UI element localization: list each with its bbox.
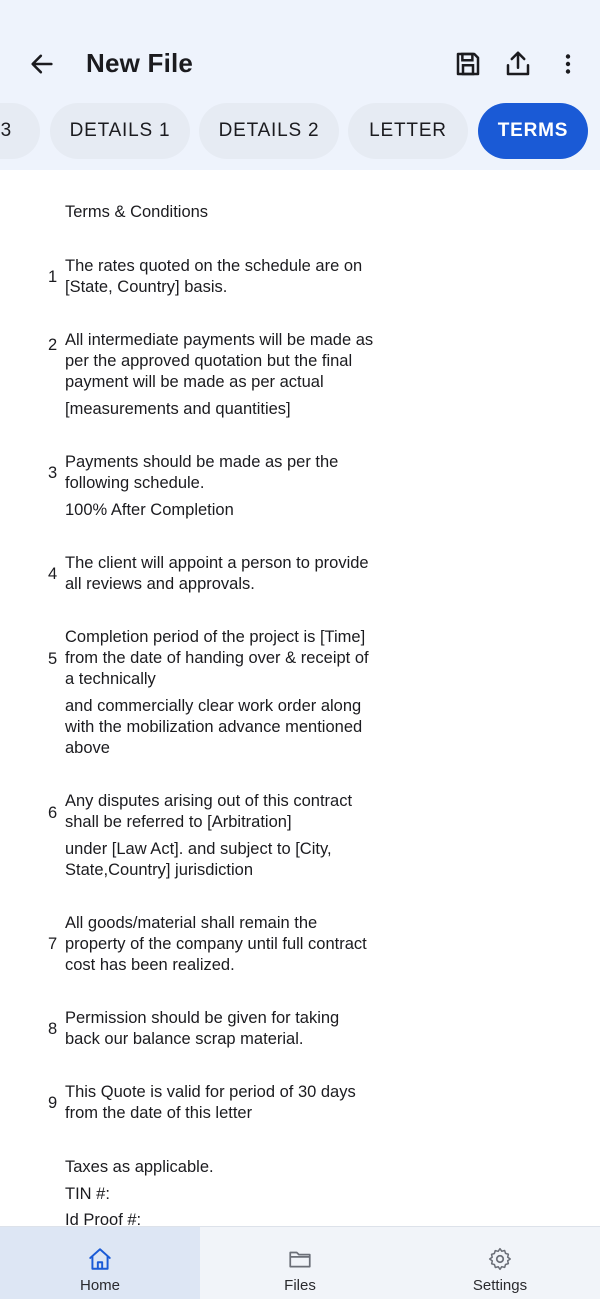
back-button[interactable] — [22, 44, 62, 84]
term-number: 3 — [48, 464, 58, 482]
nav-files[interactable] — [200, 1227, 400, 1299]
term-number: 1 — [48, 268, 58, 286]
term-number: 6 — [48, 804, 58, 822]
tab-letter[interactable]: LETTER — [348, 103, 468, 159]
nav-settings[interactable] — [400, 1227, 600, 1299]
term-number: 9 — [48, 1094, 58, 1112]
gear-icon — [486, 1246, 514, 1272]
term-number: 2 — [48, 336, 58, 354]
term-number: 7 — [48, 935, 58, 953]
share-icon — [503, 49, 533, 79]
term-text: Permission should be given for taking back our balance scrap material. — [65, 1009, 340, 1048]
term-text: All goods/material shall remain the property of the company until full contract cost has been realized. — [65, 914, 367, 974]
arrow-left-icon — [28, 50, 56, 78]
share-button[interactable] — [498, 44, 538, 84]
term-text: Payments should be made as per the following schedule. 100% After Completion — [65, 453, 339, 519]
term-text: This Quote is valid for period of 30 days from the date of this letter — [65, 1083, 356, 1122]
tab-details-2[interactable]: DETAILS 2 — [199, 103, 339, 159]
nav-home[interactable] — [0, 1227, 200, 1299]
app-bar — [0, 0, 600, 170]
term-text: The rates quoted on the schedule are on [State, Country] basis. — [65, 257, 363, 296]
term-text: Completion period of the project is [Time] from the date of handing over & receipt of a technically and commercially clear work order along with the mobilization advance mentioned above — [65, 628, 369, 757]
save-icon — [453, 49, 483, 79]
page-title: New File — [86, 48, 194, 78]
tab-terms[interactable]: TERMS — [478, 103, 588, 159]
terms-footer — [65, 1154, 214, 1226]
tab-bar — [0, 103, 600, 159]
taxes-line: Taxes as applicable. — [65, 1158, 214, 1176]
nav-home-label: Home — [79, 1277, 120, 1294]
terms-heading: Terms & Conditions — [65, 203, 209, 221]
term-number: 8 — [48, 1020, 58, 1038]
tab-partial[interactable]: 3 — [0, 103, 40, 159]
tab-details-1[interactable]: DETAILS 1 — [50, 103, 190, 159]
bottom-navigation — [0, 1226, 600, 1299]
id-proof-line: Id Proof #: — [65, 1211, 142, 1226]
term-text: The client will appoint a person to provide all reviews and approvals. — [65, 554, 369, 593]
folder-icon — [286, 1246, 314, 1272]
nav-files-label: Files — [284, 1277, 316, 1294]
home-icon — [86, 1246, 114, 1272]
term-number: 5 — [48, 650, 58, 668]
terms-content — [0, 172, 600, 1226]
save-button[interactable] — [448, 44, 488, 84]
tin-line: TIN #: — [65, 1184, 110, 1203]
term-number: 4 — [48, 565, 58, 583]
nav-settings-label: Settings — [472, 1277, 528, 1294]
more-button[interactable] — [548, 44, 588, 84]
more-vertical-icon — [556, 49, 580, 79]
term-text: All intermediate payments will be made as per the approved quotation but the final payment will be made as per actual [measurements and quantities] — [65, 331, 374, 418]
term-text: Any disputes arising out of this contract shall be referred to [Arbitration] under [Law Act]. and subject to [City, State,Country] jurisdiction — [65, 792, 353, 879]
